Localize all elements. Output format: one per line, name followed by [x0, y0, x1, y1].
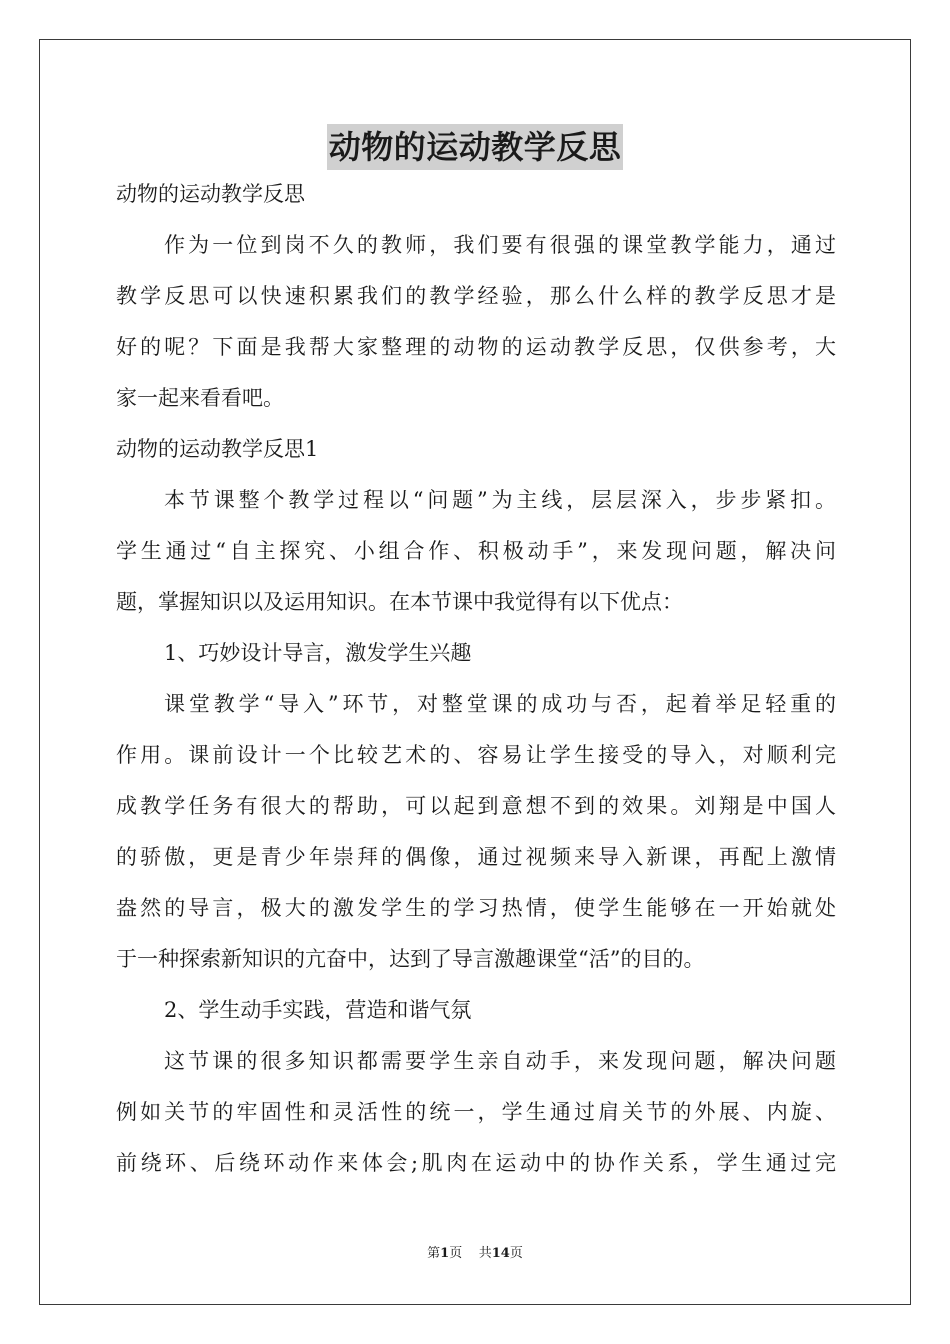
text-line: 动物的运动教学反思1 — [116, 437, 319, 461]
text-line: 好的呢？下面是我帮大家整理的动物的运动教学反思，仅供参考，大 — [116, 335, 836, 359]
text-line: 家一起来看看吧。 — [116, 386, 284, 410]
text-line: 的骄傲，更是青少年崇拜的偶像，通过视频来导入新课，再配上激情 — [116, 845, 836, 869]
text-line: 本节课整个教学过程以“问题”为主线，层层深入，步步紧扣。 — [164, 488, 836, 512]
text-line: 动物的运动教学反思 — [116, 182, 305, 206]
page-suffix: 页 — [449, 1246, 463, 1261]
total-suffix: 页 — [509, 1246, 523, 1261]
total-pages: 14 — [491, 1246, 510, 1261]
text-line: 作为一位到岗不久的教师，我们要有很强的课堂教学能力，通过 — [164, 233, 836, 257]
text-line: 作用。课前设计一个比较艺术的、容易让学生接受的导入，对顺利完 — [116, 743, 836, 767]
text-line: 例如关节的牢固性和灵活性的统一，学生通过肩关节的外展、内旋、 — [116, 1100, 836, 1124]
text-line: 1、巧妙设计导言，激发学生兴趣 — [164, 641, 472, 665]
text-line: 这节课的很多知识都需要学生亲自动手，来发现问题，解决问题 — [164, 1049, 836, 1073]
text-line: 前绕环、后绕环动作来体会;肌肉在运动中的协作关系，学生通过完 — [116, 1151, 836, 1175]
title-area — [0, 124, 950, 170]
text-line: 成教学任务有很大的帮助，可以起到意想不到的效果。刘翔是中国人 — [116, 794, 836, 818]
text-line: 盎然的导言，极大的激发学生的学习热情，使学生能够在一开始就处 — [116, 896, 836, 920]
total-prefix: 共 — [478, 1246, 492, 1261]
page-prefix: 第 — [427, 1246, 441, 1261]
page-number: 1 — [440, 1246, 450, 1261]
page-footer — [0, 1245, 950, 1263]
document-title: 动物的运动教学反思 — [327, 124, 624, 170]
text-line: 于一种探索新知识的亢奋中，达到了导言激趣课堂“活”的目的。 — [116, 947, 705, 971]
text-line: 教学反思可以快速积累我们的教学经验，那么什么样的教学反思才是 — [116, 284, 836, 308]
text-line: 课堂教学“导入”环节，对整堂课的成功与否，起着举足轻重的 — [164, 692, 836, 716]
text-line: 2、学生动手实践，营造和谐气氛 — [164, 998, 472, 1022]
text-line: 学生通过“自主探究、小组合作、积极动手”，来发现问题，解决问 — [116, 539, 836, 563]
document-body — [116, 178, 836, 1198]
text-line: 题，掌握知识以及运用知识。在本节课中我觉得有以下优点： — [116, 590, 683, 614]
